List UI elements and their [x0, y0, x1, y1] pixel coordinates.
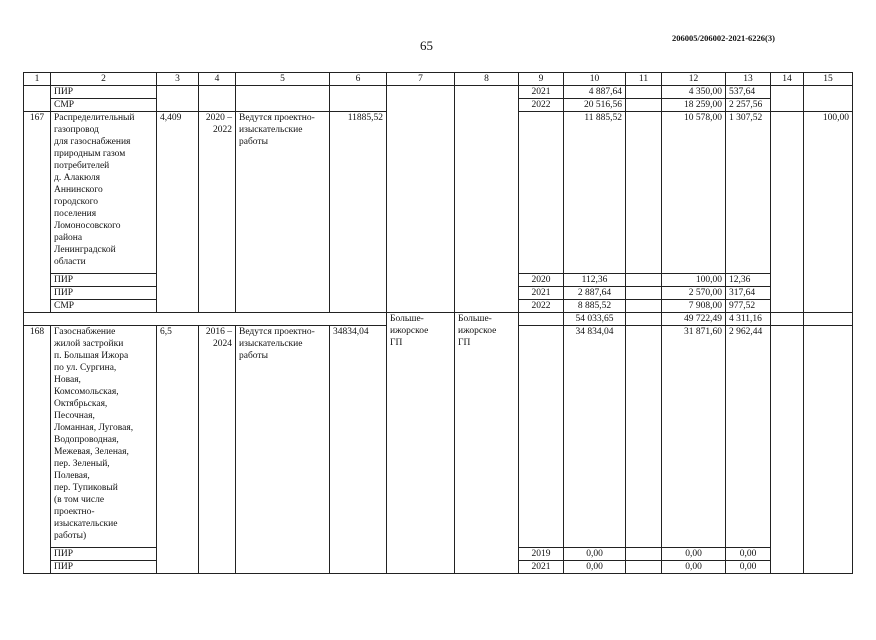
column-header: 14	[771, 73, 804, 86]
year-cell: 2021	[519, 86, 564, 99]
column-header: 9	[519, 73, 564, 86]
item-number: 168	[24, 326, 51, 574]
page-number: 65	[420, 38, 433, 53]
value-cell: 2 962,44	[726, 326, 771, 548]
length-cell: 6,5	[157, 326, 199, 574]
value-cell: 317,64	[726, 287, 771, 300]
table-row	[24, 86, 853, 99]
column-header: 15	[804, 73, 853, 86]
year-cell: 2020	[519, 274, 564, 287]
value-cell: 0,00	[662, 548, 726, 561]
value-cell: 0,00	[726, 548, 771, 561]
object-name: Газоснабжение жилой застройки п. Большая Ижора по ул. Сургина, Новая, Комсомольская, Октябрьская, Песочная, Ломанная, Луговая, Водопроводная, Межевая, Зеленая, пер. Зеленый, Полевая, пер. Тупиковый (в том числе проектно- изыскательские работы)	[51, 326, 157, 548]
value-cell: 8 885,52	[564, 300, 626, 313]
status-cell: Ведутся проектно- изыскательские работы	[236, 112, 330, 313]
value-cell: 0,00	[726, 561, 771, 574]
value-cell: 31 871,60	[662, 326, 726, 548]
cost-cell: 11885,52	[330, 112, 387, 313]
value-cell: 49 722,49	[662, 313, 726, 326]
value-cell: 54 033,65	[564, 313, 626, 326]
value-cell: 100,00	[662, 274, 726, 287]
column-header: 10	[564, 73, 626, 86]
settlement-name: Больше- ижорское ГП	[387, 313, 455, 574]
value-cell: 10 578,00	[662, 112, 726, 274]
stage-label: ПИР	[51, 287, 157, 300]
column-header: 3	[157, 73, 199, 86]
stage-label: ПИР	[51, 548, 157, 561]
value-cell: 34 834,04	[564, 326, 626, 548]
years-cell: 2016 – 2024	[199, 326, 236, 574]
year-cell: 2022	[519, 99, 564, 112]
column-header: 5	[236, 73, 330, 86]
column-numbers-row	[24, 73, 853, 86]
value-cell: 1 307,52	[726, 112, 771, 274]
value-cell: 18 259,00	[662, 99, 726, 112]
value-cell: 112,36	[564, 274, 626, 287]
value-cell: 11 885,52	[564, 112, 626, 274]
value-cell: 4 350,00	[662, 86, 726, 99]
year-cell: 2022	[519, 300, 564, 313]
stage-label: ПИР	[51, 274, 157, 287]
column-header: 12	[662, 73, 726, 86]
value-cell: 7 908,00	[662, 300, 726, 313]
value-cell: 2 887,64	[564, 287, 626, 300]
value-cell: 977,52	[726, 300, 771, 313]
document-code: 206005/206002-2021-6226(3)	[672, 33, 775, 43]
value-cell: 0,00	[662, 561, 726, 574]
settlement-total-row	[24, 313, 853, 326]
year-cell: 2021	[519, 561, 564, 574]
column-header: 1	[24, 73, 51, 86]
percent-cell: 100,00	[804, 112, 853, 313]
year-cell: 2019	[519, 548, 564, 561]
cost-cell: 34834,04	[330, 326, 387, 574]
object-list-table	[23, 72, 853, 574]
value-cell: 537,64	[726, 86, 771, 99]
stage-label: СМР	[51, 99, 157, 112]
length-cell: 4,409	[157, 112, 199, 313]
object-name: Распределительный газопровод для газоснабжения природным газом потребителей д. Алакюля Аннинского городского поселения Ломоносовского района Ленинградской области	[51, 112, 157, 274]
value-cell: 2 257,56	[726, 99, 771, 112]
item-number: 167	[24, 112, 51, 313]
value-cell: 0,00	[564, 561, 626, 574]
column-header: 2	[51, 73, 157, 86]
value-cell: 12,36	[726, 274, 771, 287]
column-header: 7	[387, 73, 455, 86]
value-cell: 0,00	[564, 548, 626, 561]
years-cell: 2020 – 2022	[199, 112, 236, 313]
column-header: 6	[330, 73, 387, 86]
column-header: 4	[199, 73, 236, 86]
value-cell: 4 311,16	[726, 313, 771, 326]
value-cell: 4 887,64	[564, 86, 626, 99]
year-cell: 2021	[519, 287, 564, 300]
column-header: 11	[626, 73, 662, 86]
stage-label: ПИР	[51, 86, 157, 99]
stage-label: СМР	[51, 300, 157, 313]
status-cell: Ведутся проектно- изыскательские работы	[236, 326, 330, 574]
value-cell: 20 516,56	[564, 99, 626, 112]
value-cell: 2 570,00	[662, 287, 726, 300]
settlement-name: Больше- ижорское ГП	[455, 313, 519, 574]
stage-label: ПИР	[51, 561, 157, 574]
column-header: 13	[726, 73, 771, 86]
column-header: 8	[455, 73, 519, 86]
